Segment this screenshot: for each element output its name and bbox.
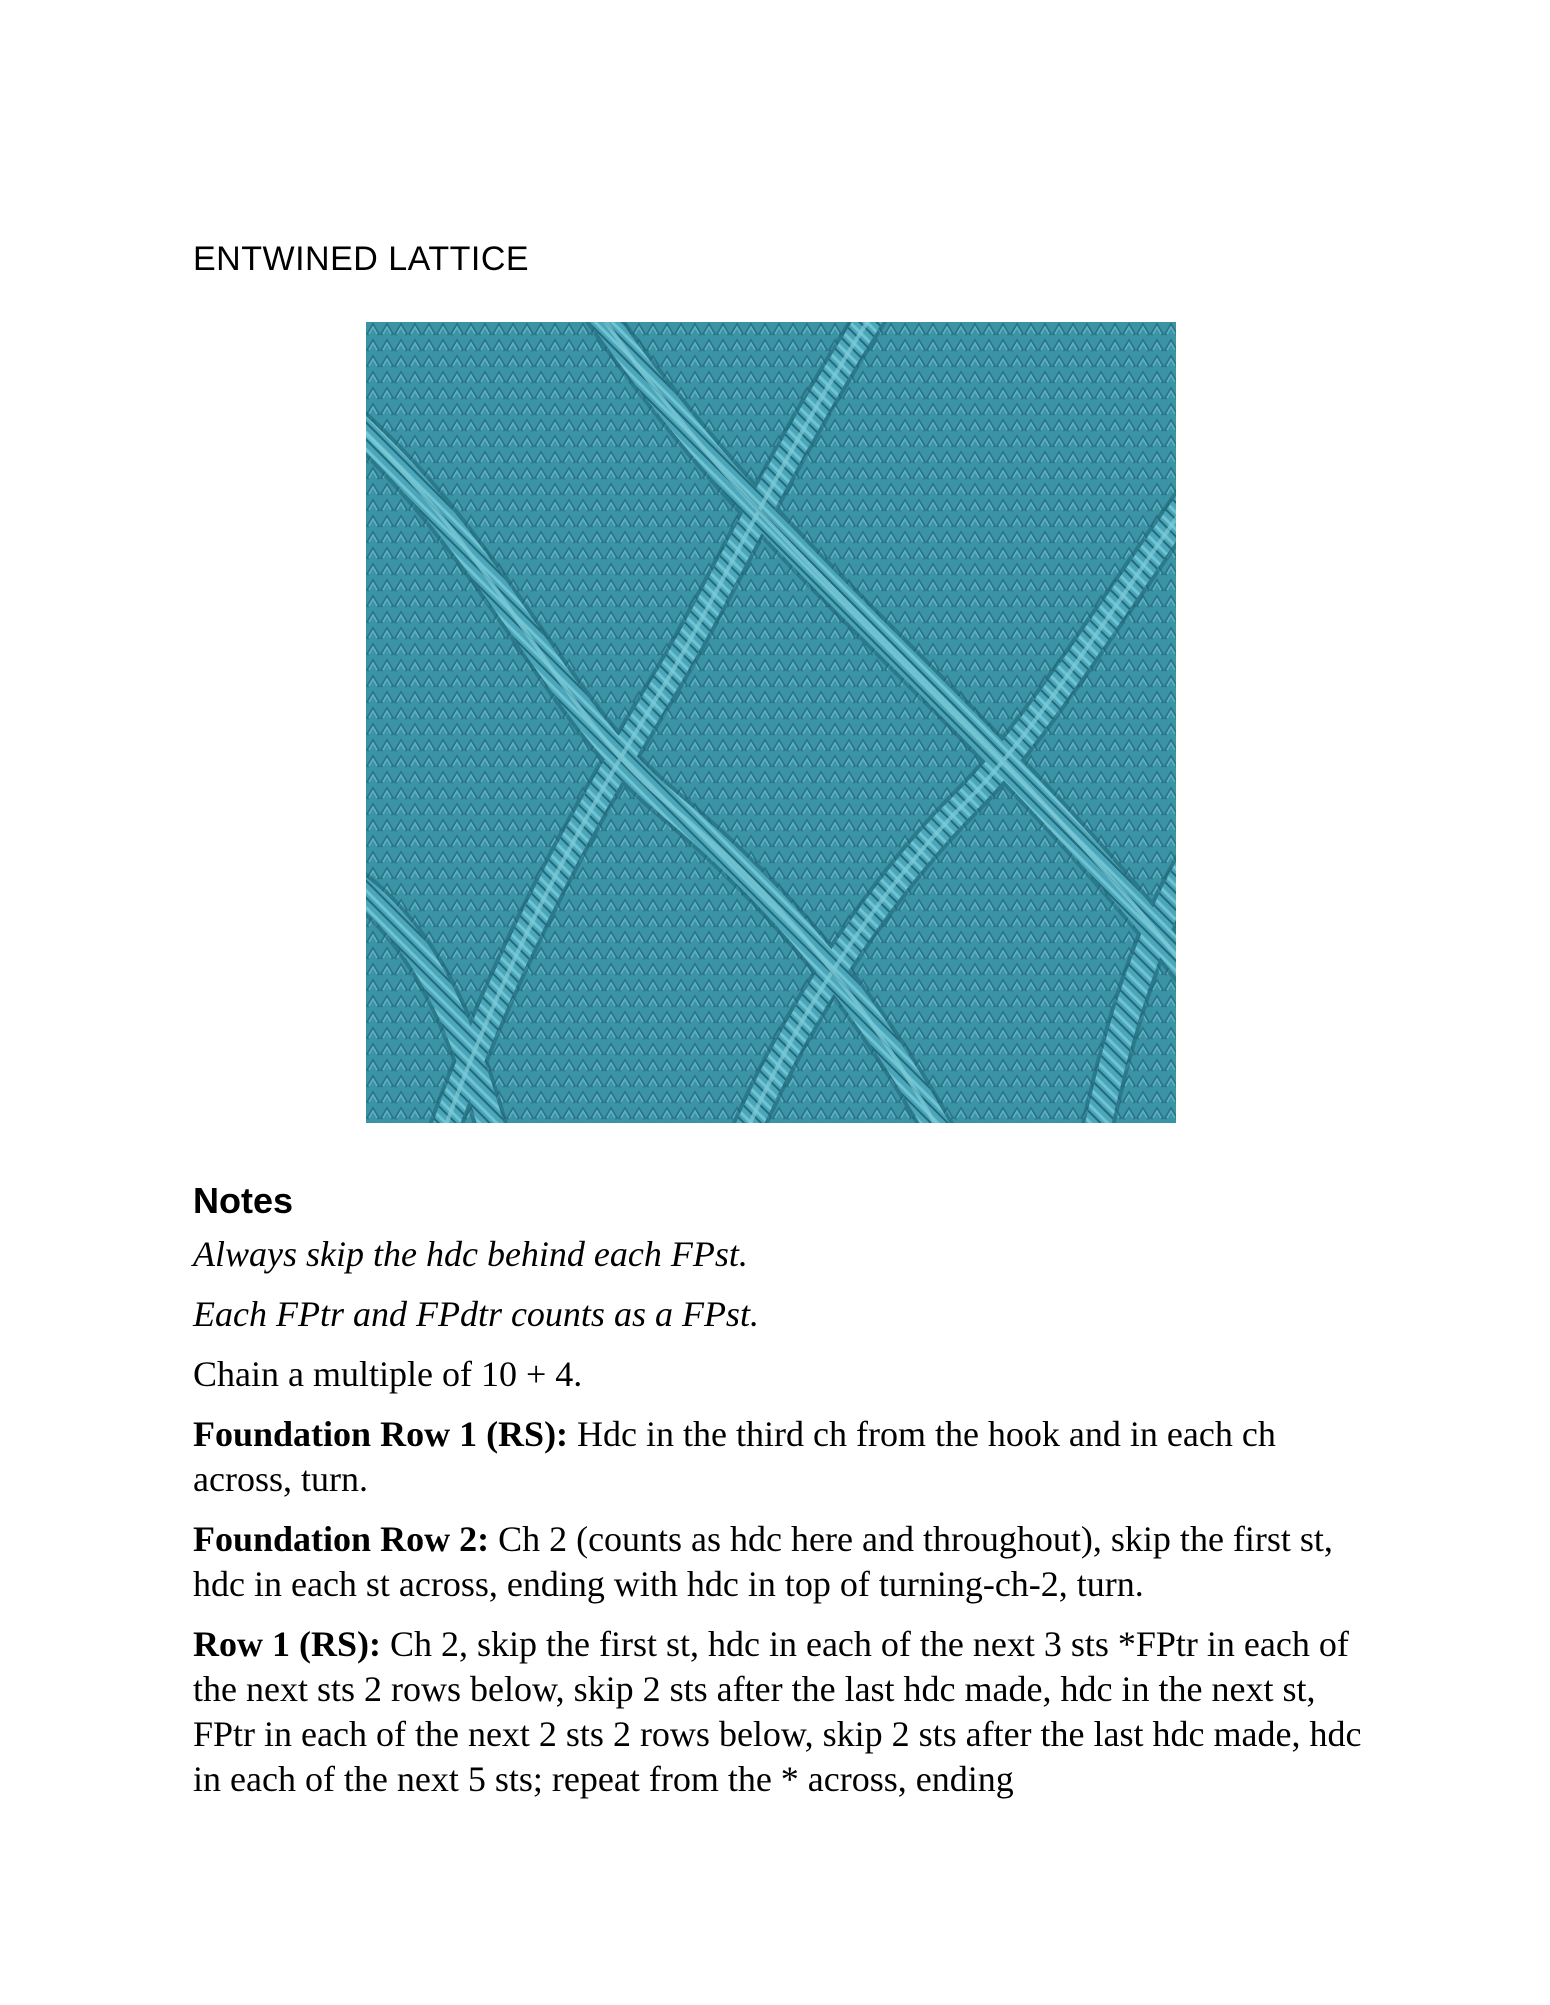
row-1 <box>193 1622 1373 1802</box>
chain-instruction: Chain a multiple of 10 + 4. <box>193 1354 583 1394</box>
note-skip-hdc: Always skip the hdc behind each FPst. <box>193 1234 748 1274</box>
row-1-text: Ch 2, skip the first st, hdc in each of the next 3 sts *FPtr in each of the next sts 2 rows below, skip 2 sts after the last hdc made, hdc in the next st, FPtr in each of the next 2 sts 2 rows below, skip 2 sts after the last hdc made, hdc in each of the next 5 sts; repeat from the * across, ending <box>193 1624 1362 1799</box>
foundation-row-2-text: Ch 2 (counts as hdc here and throughout), skip the first st, hdc in each st across, ending with hdc in top of turning-ch-2, turn. <box>193 1519 1333 1604</box>
stitch-swatch-image <box>366 322 1176 1123</box>
foundation-row-2-label: Foundation Row 2: <box>193 1519 490 1559</box>
foundation-row-1-text: Hdc in the third ch from the hook and in each ch across, turn. <box>193 1414 1276 1499</box>
row-1-label: Row 1 (RS): <box>193 1624 381 1664</box>
foundation-row-2 <box>193 1517 1373 1607</box>
pattern-body <box>193 1232 1373 1817</box>
page-title: ENTWINED LATTICE <box>193 240 530 278</box>
foundation-row-1-label: Foundation Row 1 (RS): <box>193 1414 569 1454</box>
notes-heading: Notes <box>193 1180 294 1221</box>
note-fpst-count: Each FPtr and FPdtr counts as a FPst. <box>193 1294 759 1334</box>
foundation-row-1 <box>193 1412 1373 1502</box>
